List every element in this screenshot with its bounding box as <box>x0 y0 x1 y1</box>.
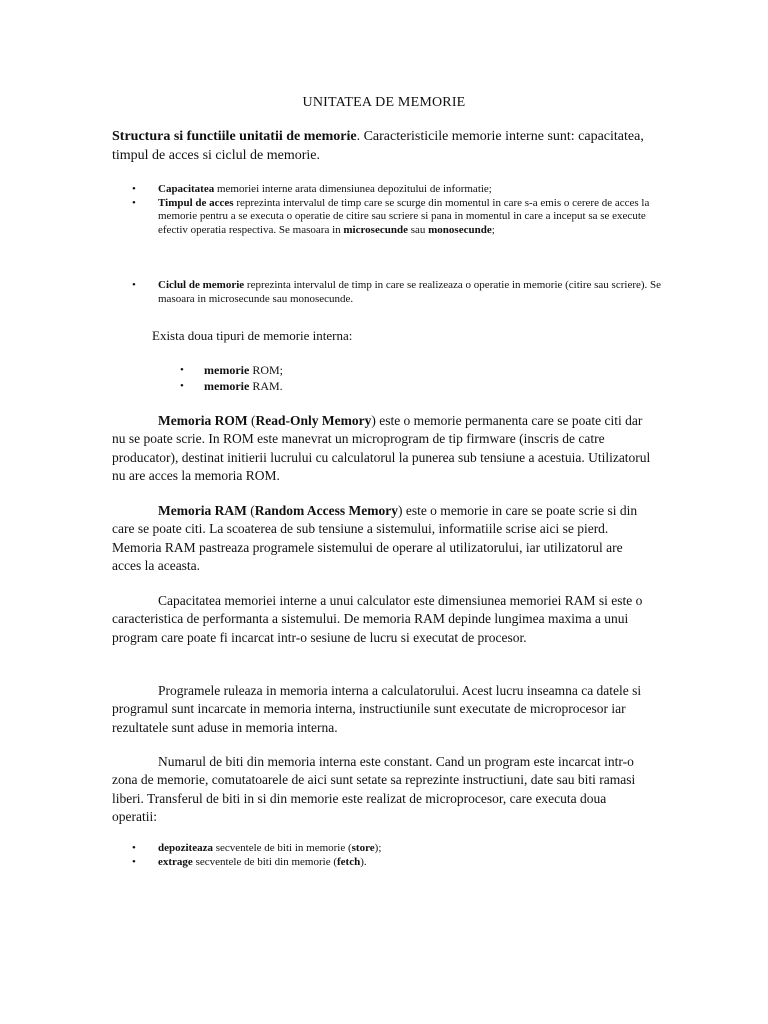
types-list <box>180 362 580 394</box>
feature-unit: microsecunde <box>343 223 408 236</box>
ram-text: ) este o memorie in care se poate scrie si din care se poate citi. La scoaterea de sub tensiune a sistemului, informatiile scrise aici se pierd. Memoria RAM pastreaza programele sistemului de operare al utilizatorului, iar utilizatorul are acces la aceasta. <box>112 503 638 574</box>
type-text: ROM; <box>249 363 283 377</box>
feature-term: Capacitatea <box>158 183 215 195</box>
operation-term: extrage <box>158 855 193 868</box>
type-term: memorie <box>204 363 250 377</box>
ram-text: ( <box>246 503 255 518</box>
operation-text: secventele de biti in memorie ( <box>212 842 352 854</box>
capacity-paragraph <box>112 592 654 647</box>
list-item <box>180 378 580 394</box>
feature-text: sau <box>407 223 429 236</box>
list-item <box>132 279 662 306</box>
capacity-text: Capacitatea memoriei interne a unui calculator este dimensiunea memoriei RAM si este o caracteristica de performanta a sistemului. De memoria RAM depinde lungimea maxima a unui program care poate fi incarcat intr-o sesiune de lucru si executat de procesor. <box>112 593 643 645</box>
list-item <box>180 362 580 378</box>
feature-text: memoriei interne arata dimensiunea depozitului de informatie; <box>214 183 492 195</box>
rom-text: ) este o memorie permanenta care se poate citi dar nu se poate scrie. In ROM este manevrat un microprogram de tip firmware (inscris de catre producator), destinat initierii lucrului cu calculatorul la punerea sub tensiune a acestuia. Utilizatorul nu are acces la memoria ROM. <box>112 413 651 484</box>
rom-expansion: Read-Only Memory <box>255 413 372 428</box>
operations-list <box>132 842 662 869</box>
operation-term: depoziteaza <box>158 842 213 854</box>
types-intro: Exista doua tipuri de memorie interna: <box>152 328 353 343</box>
list-item <box>132 842 662 856</box>
feature-term: Ciclul de memorie <box>158 279 245 291</box>
operation-text: ). <box>360 855 367 868</box>
operation-keyword: store <box>351 842 375 854</box>
bits-text: Numarul de biti din memoria interna este constant. Cand un program este incarcat intr-o zona de memorie, comutatoarele de aici sunt setate sa reprezinte instructiuni, date sau biti ramasi liberi. Transferul de biti in si din memorie este realizat de microprocesor, care executa doua operatii: <box>112 754 636 825</box>
feature-text: ; <box>491 223 495 236</box>
type-term: memorie <box>204 379 250 393</box>
type-text: RAM. <box>249 379 283 393</box>
list-item <box>132 197 662 238</box>
feature-text: reprezinta intervalul de timp care se scurge din momentul in care s-a emis o cerere de acces la memorie pentru a se executa o operatie de citire sau scriere si pana in momentul in care a inceput sa se execute efectiv operatia respectiva. Se masoara in <box>158 196 650 236</box>
feature-text: reprezinta intervalul de timp in care se realizeaza o operatie in memorie (citire sau scriere). Se masoara in microsecunde sau monosecunde. <box>158 279 662 305</box>
ram-paragraph <box>112 502 654 576</box>
intro-heading: Structura si functiile unitatii de memorie <box>112 129 357 144</box>
rom-text: ( <box>247 413 256 428</box>
features-list <box>132 183 662 237</box>
feature-term: Timpul de acces <box>158 196 234 209</box>
features-list-continued <box>132 279 662 306</box>
ram-heading: Memoria RAM <box>158 503 247 518</box>
operation-keyword: fetch <box>336 855 361 868</box>
rom-paragraph <box>112 412 654 486</box>
operation-text: secventele de biti din memorie ( <box>192 855 337 868</box>
programs-paragraph <box>112 682 654 737</box>
ram-expansion: Random Access Memory <box>254 503 398 518</box>
feature-unit: monosecunde <box>428 223 492 236</box>
programs-text: Programele ruleaza in memoria interna a calculatorului. Acest lucru inseamna ca datele si programul sunt incarcate in memoria interna, instructiunile sunt executate de microprocesor iar rezultatele sunt aduse in memoria interna. <box>112 683 642 735</box>
rom-heading: Memoria ROM <box>158 413 248 428</box>
intro-text: . Caracteristicile memorie interne sunt: capacitatea, timpul de acces si ciclul de memorie. <box>112 129 644 163</box>
list-item <box>132 183 662 197</box>
list-item <box>132 856 662 870</box>
operation-text: ); <box>374 842 382 854</box>
page-title: UNITATEA DE MEMORIE <box>302 95 466 110</box>
intro-paragraph <box>112 127 652 165</box>
bits-paragraph <box>112 753 654 827</box>
